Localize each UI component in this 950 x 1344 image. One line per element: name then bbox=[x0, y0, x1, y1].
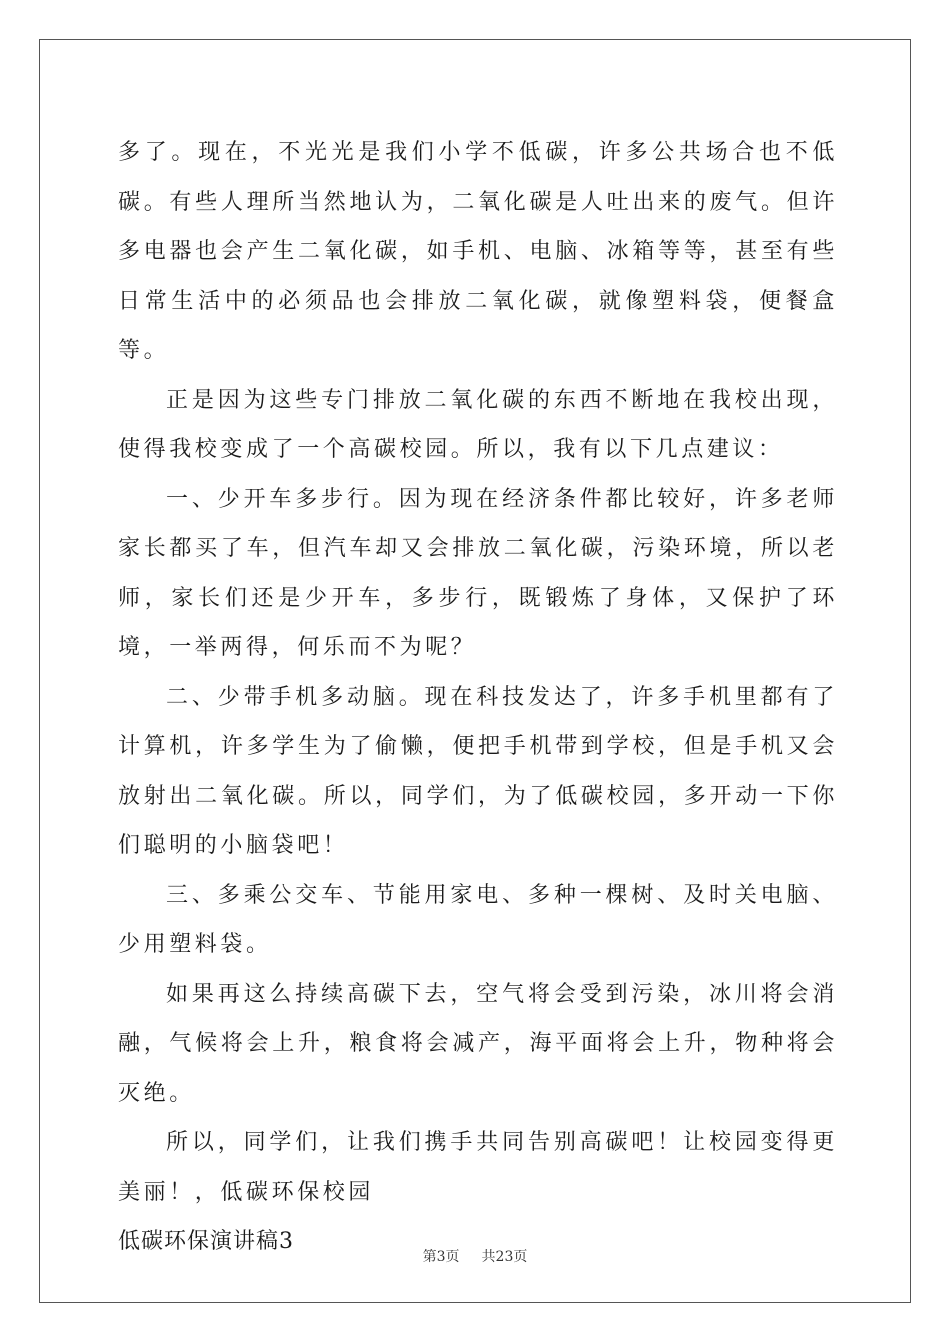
paragraph: 一、少开车多步行。因为现在经济条件都比较好，许多老师家长都买了车，但汽车却又会排放二氧化碳，污染环境，所以老师，家长们还是少开车，多步行，既锻炼了身体，又保护了环境，一举两得，何乐而不为呢？ bbox=[118, 486, 838, 660]
page-total: 共23页 bbox=[481, 1249, 528, 1265]
paragraph: 正是因为这些专门排放二氧化碳的东西不断地在我校出现，使得我校变成了一个高碳校园。所以，我有以下几点建议： bbox=[118, 387, 838, 462]
section-heading: 低碳环保演讲稿3 bbox=[118, 1229, 294, 1254]
paragraph: 二、少带手机多动脑。现在科技发达了，许多手机里都有了计算机，许多学生为了偷懒，便把手机带到学校，但是手机又会放射出二氧化碳。所以，同学们，为了低碳校园，多开动一下你们聪明的小脑袋吧！ bbox=[118, 684, 838, 858]
paragraph: 三、多乘公交车、节能用家电、多种一棵树、及时关电脑、少用塑料袋。 bbox=[118, 882, 838, 957]
document-body bbox=[118, 128, 838, 1267]
page-number: 第3页 bbox=[422, 1249, 460, 1265]
page-footer bbox=[0, 1246, 950, 1266]
paragraph-continued: 多了。现在，不光光是我们小学不低碳，许多公共场合也不低碳。有些人理所当然地认为，二氧化碳是人吐出来的废气。但许多电器也会产生二氧化碳，如手机、电脑、冰箱等等，甚至有些日常生活中的必须品也会排放二氧化碳，就像塑料袋，便餐盒等。 bbox=[118, 140, 838, 363]
paragraph: 所以，同学们，让我们携手共同告别高碳吧！让校园变得更美丽！，低碳环保校园 bbox=[118, 1130, 838, 1205]
paragraph: 如果再这么持续高碳下去，空气将会受到污染，冰川将会消融，气候将会上升，粮食将会减产，海平面将会上升，物种将会灭绝。 bbox=[118, 981, 838, 1106]
